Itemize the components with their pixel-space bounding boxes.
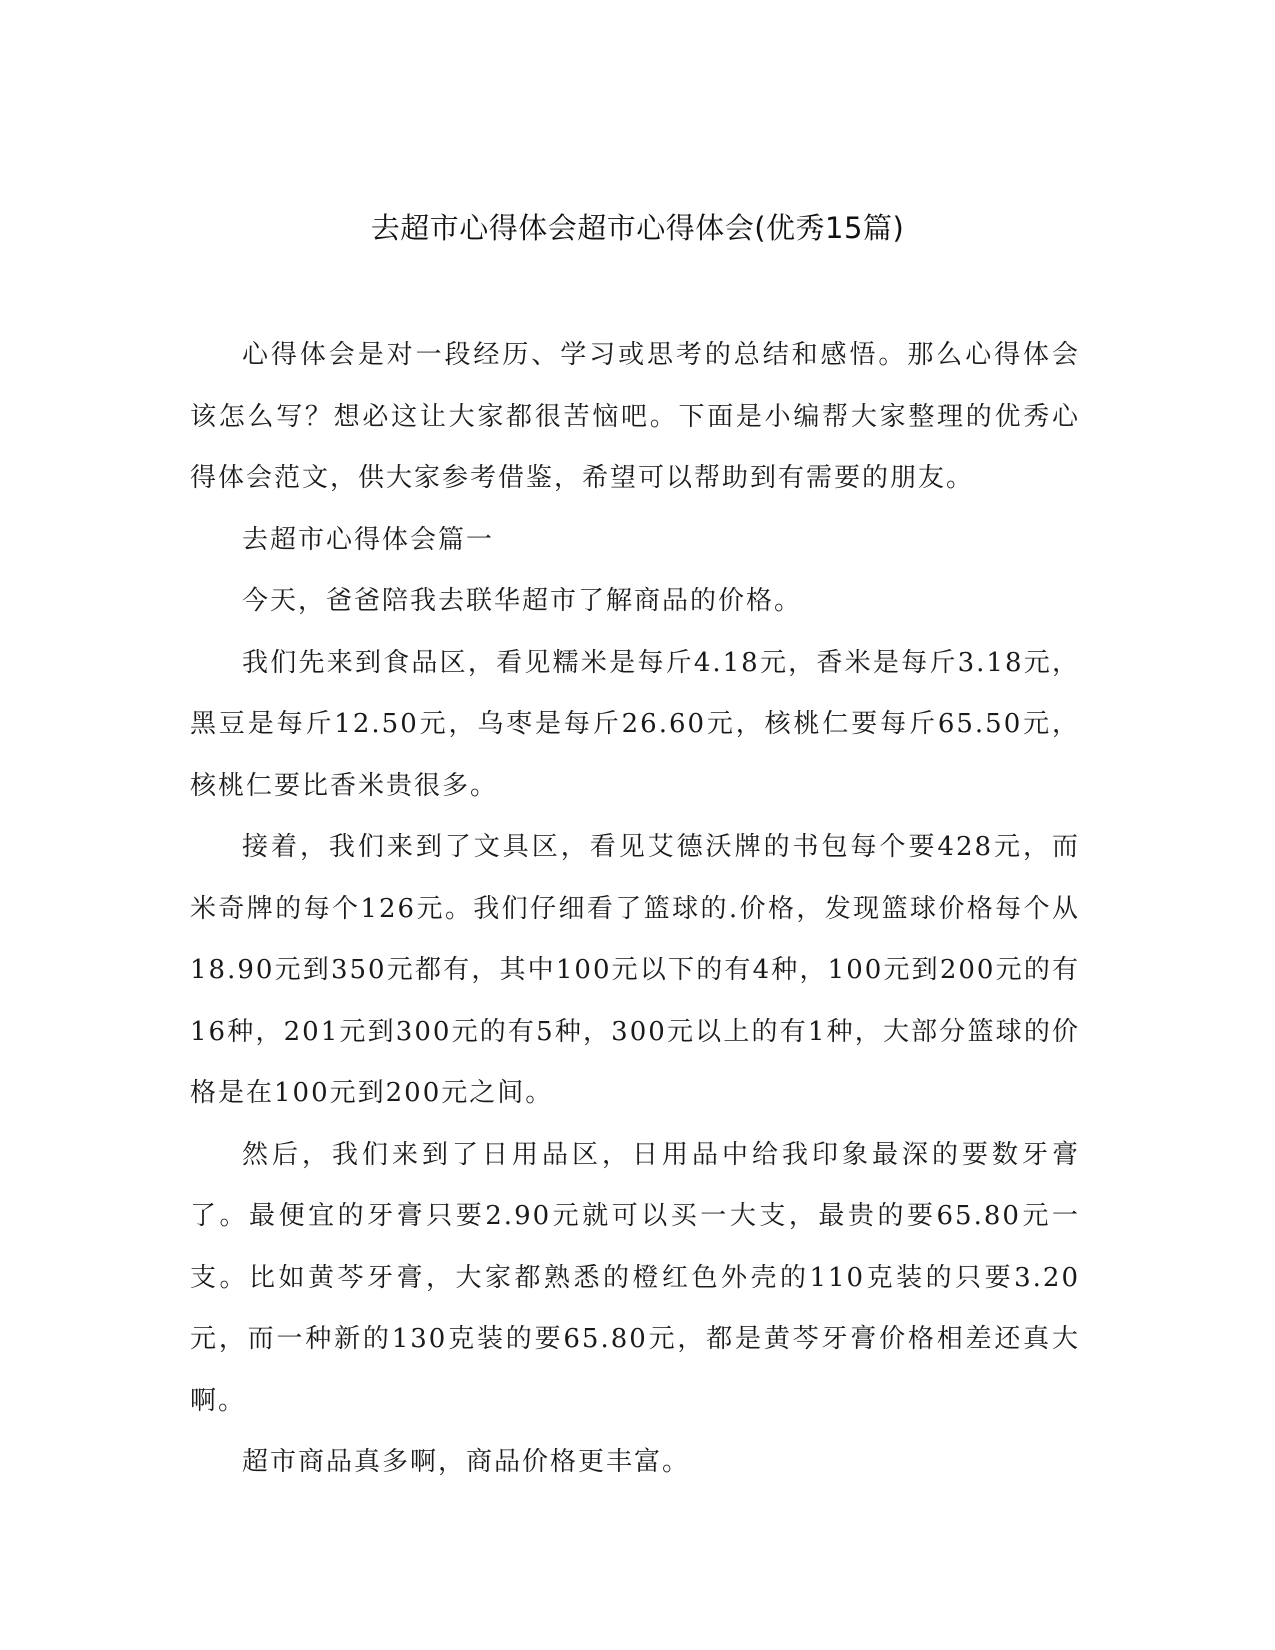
document-body xyxy=(190,325,1080,1494)
body-paragraph: 我们先来到食品区，看见糯米是每斤4.18元，香米是每斤3.18元，黑豆是每斤12.50元，乌枣是每斤26.60元，核桃仁要每斤65.50元，核桃仁要比香米贵很多。 xyxy=(190,647,1080,801)
document-title: 去超市心得体会超市心得体会(优秀15篇) xyxy=(370,211,905,245)
body-paragraph: 然后，我们来到了日用品区，日用品中给我印象最深的要数牙膏了。最便宜的牙膏只要2.90元就可以买一大支，最贵的要65.80元一支。比如黄芩牙膏，大家都熟悉的橙红色外壳的110克装的只要3.20元，而一种新的130克装的要65.80元，都是黄芩牙膏价格相差还真大啊。 xyxy=(190,1139,1080,1416)
body-paragraph: 超市商品真多啊，商品价格更丰富。 xyxy=(242,1447,691,1477)
body-paragraph: 接着，我们来到了文具区，看见艾德沃牌的书包每个要428元，而米奇牌的每个126元。我们仔细看了篮球的.价格，发现篮球价格每个从18.90元到350元都有，其中100元以下的有4种，100元到200元的有16种，201元到300元的有5种，300元以上的有1种，大部分篮球的价格是在100元到200元之间。 xyxy=(190,832,1080,1108)
intro-paragraph: 心得体会是对一段经历、学习或思考的总结和感悟。那么心得体会该怎么写？想必这让大家都很苦恼吧。下面是小编帮大家整理的优秀心得体会范文，供大家参考借鉴，希望可以帮助到有需要的朋友。 xyxy=(190,340,1080,493)
body-paragraph: 今天，爸爸陪我去联华超市了解商品的价格。 xyxy=(242,586,803,616)
section-heading: 去超市心得体会篇一 xyxy=(242,524,495,555)
